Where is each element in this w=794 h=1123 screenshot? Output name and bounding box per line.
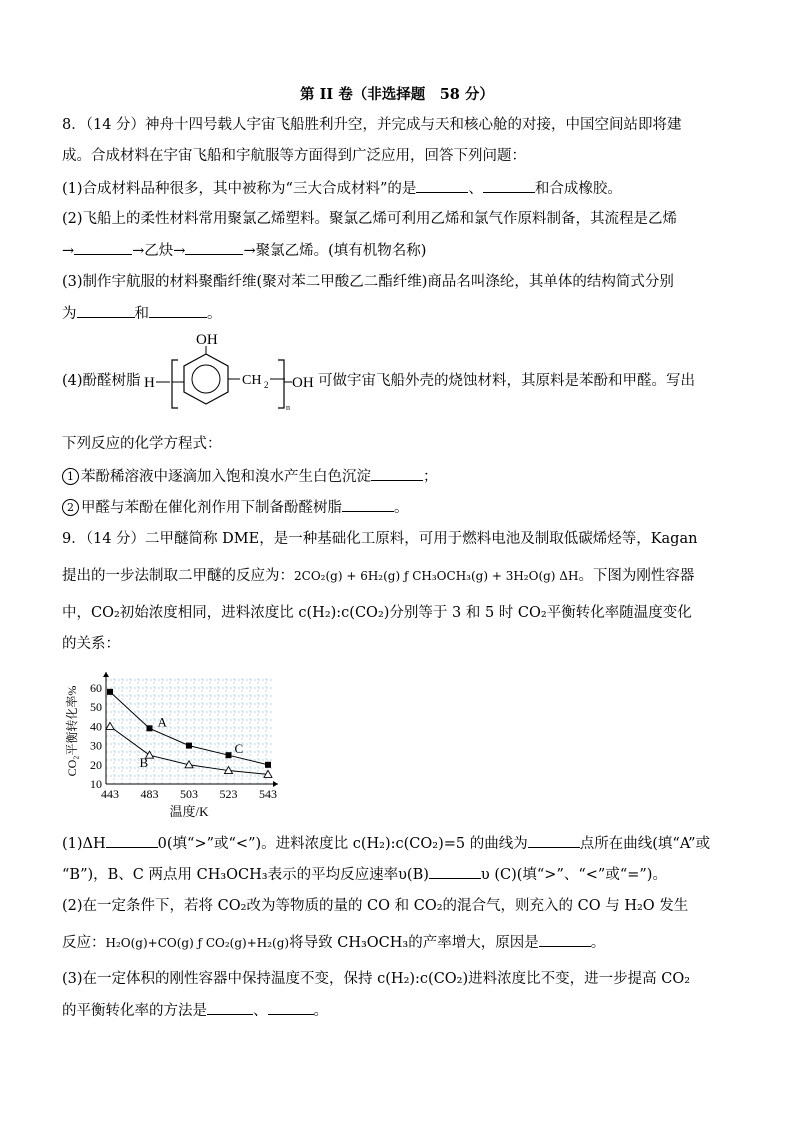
answer-blank[interactable]: [371, 466, 423, 481]
q8-sub1-text: 苯酚稀溶液中逐滴加入饱和溴水产生白色沉淀: [81, 469, 371, 485]
q8-part4-rest: 可做宇宙飞船外壳的烧蚀材料，其原料是苯酚和甲醛。写出: [318, 373, 695, 389]
data-point-square: [107, 689, 113, 695]
data-point-square: [147, 725, 153, 731]
x-tick-label: 523: [219, 787, 238, 801]
structure-ch2: CH: [242, 373, 262, 388]
q9-reaction-equation: 2CO₂(g) + 6H₂(g) ƒ CH₃OCH₃(g) + 3H₂O(g) ΔH: [294, 569, 579, 583]
x-tick-label: 443: [101, 787, 119, 801]
q8-sub2-text: 甲醛与苯酚在催化剂作用下制备酚醛树脂: [81, 500, 342, 516]
structure-h: H: [144, 375, 155, 391]
q8-p3-start: 为: [62, 306, 77, 322]
q9-intro-line3: 中，CO₂初始浓度相同，进料浓度比 c(H₂):c(CO₂)分别等于 3 和 5 时 CO₂平衡转化率随温度变化: [62, 605, 692, 621]
y-tick-label: 60: [90, 681, 102, 695]
y-tick-label: 40: [90, 719, 102, 734]
q9-intro2-a: 提出的一步法制取二甲醚的反应为：: [62, 568, 294, 584]
q8-p2-end: →聚氯乙烯。(填有机物名称): [243, 243, 427, 259]
q8-part3-line1: (3)制作宇航服的材料聚酯纤维(聚对苯二甲酸乙二酯纤维)商品名叫涤纶，其单体的结构简式分别: [62, 274, 674, 290]
q9-part2-line1: (2)在一定条件下，若将 CO₂改为等物质的量的 CO 和 CO₂的混合气，则充入的 CO 与 H₂O 发生: [62, 898, 689, 914]
answer-blank[interactable]: [207, 1000, 253, 1015]
left-bracket: [172, 360, 178, 408]
q8-p1-sep: 、: [468, 181, 483, 197]
conversion-chart: [60, 666, 290, 826]
q9-p2-c: 将导致 CH₃OCH₃的产率增大，原因是: [289, 935, 539, 951]
q8-p1-end: 和合成橡胶。: [534, 181, 622, 197]
benzene-ring: [184, 354, 228, 404]
data-point-triangle: [106, 722, 114, 729]
point-label: B: [139, 755, 149, 771]
answer-blank[interactable]: [429, 864, 481, 879]
circled-number-2: 2: [62, 499, 79, 516]
q9-intro2-b: 。下图为刚性容器: [578, 568, 695, 584]
data-point-square: [226, 752, 232, 758]
data-point-square: [265, 762, 271, 768]
answer-blank[interactable]: [77, 303, 135, 318]
q9-intro-line4: 的关系：: [62, 636, 120, 652]
q9-p3-c: 、: [253, 1003, 268, 1019]
structure-oh-top: OH: [196, 332, 218, 348]
q9-part2-line2: [62, 932, 605, 953]
phenol-resin-structure: [140, 330, 320, 412]
answer-blank[interactable]: [539, 932, 591, 947]
answer-blank[interactable]: [74, 240, 132, 255]
q8-part4-label: (4)酚醛树脂: [62, 373, 141, 389]
q9-p1-c: 点所在曲线(填“A”或: [579, 836, 711, 852]
chart-svg: [60, 666, 290, 826]
q8-part2-line2: [62, 240, 426, 261]
q9-intro-line2: [62, 566, 694, 586]
series-line: [110, 692, 268, 765]
q8-sub1: [62, 466, 438, 487]
circled-number-1: 1: [62, 468, 79, 485]
x-axis-label: 温度/K: [169, 804, 209, 819]
answer-blank[interactable]: [483, 178, 535, 193]
q8-part4-next: 下列反应的化学方程式：: [62, 436, 222, 452]
aromatic-circle: [192, 365, 220, 393]
q9-part3-line2: [62, 1000, 328, 1021]
answer-blank[interactable]: [268, 1000, 314, 1015]
q8-sub2: [62, 497, 409, 518]
arrow-text: →: [62, 243, 75, 259]
q9-p2-d: 。: [590, 935, 606, 951]
q8-p3-end: 。: [207, 306, 222, 322]
q8-sub1-end: ；: [423, 469, 438, 485]
x-tick-label: 543: [259, 787, 277, 801]
q9-p2-b: 反应：: [62, 935, 106, 951]
q9-p1-d: “B”)，B、C 两点用 CH₃OCH₃表示的平均反应速率υ(B): [62, 867, 429, 883]
y-tick-label: 50: [90, 700, 102, 715]
data-point-square: [186, 743, 192, 749]
q8-sub2-end: 。: [394, 500, 409, 516]
answer-blank[interactable]: [106, 833, 158, 848]
y-tick-label: 30: [90, 738, 102, 753]
q8-intro-line1: 8．（14 分）神舟十四号载人宇宙飞船胜利升空，并完成与天和核心舱的对接，中国空间站即将建: [62, 117, 682, 133]
structure-oh: OH: [292, 375, 314, 391]
q9-p3-b: 的平衡转化率的方法是: [62, 1003, 207, 1019]
q9-p1-e: υ (C)(填“>”、“<”或“=”)。: [480, 867, 667, 883]
x-tick-label: 503: [180, 787, 198, 801]
answer-blank[interactable]: [416, 178, 468, 193]
answer-blank[interactable]: [185, 240, 243, 255]
q8-p2-mid: →乙炔→: [132, 243, 186, 259]
q9-intro-line1: 9．（14 分）二甲醚简称 DME，是一种基础化工原料，可用于燃料电池及制取低碳烯烃等，Kagan: [62, 531, 698, 547]
x-tick-label: 483: [140, 787, 159, 801]
answer-blank[interactable]: [342, 497, 394, 512]
section-title: 第 II 卷（非选择题 58 分）: [300, 86, 494, 103]
right-bracket: [278, 360, 284, 408]
q9-p1-b: 0(填“>”或“<”)。进料浓度比 c(H₂):c(CO₂)=5 的曲线为: [157, 836, 528, 852]
q9-part1-line2: [62, 864, 667, 885]
q8-part3-line2: [62, 303, 222, 324]
y-axis-arrow: [103, 672, 109, 677]
q8-part2-line1: (2)飞船上的柔性材料常用聚氯乙烯塑料。聚氯乙烯可利用乙烯和氯气作原料制备，其流程是乙烯: [62, 211, 678, 227]
q9-part1-line1: [62, 833, 710, 854]
structure-ch2-sub: 2: [264, 380, 269, 390]
y-tick-label: 20: [90, 757, 102, 772]
answer-blank[interactable]: [149, 303, 207, 318]
q8-p1-text: (1)合成材料品种很多，其中被称为“三大合成材料”的是: [62, 181, 417, 197]
q9-p2-reaction: H₂O(g)+CO(g) ƒ CO₂(g)+H₂(g): [105, 936, 290, 950]
point-label: C: [234, 741, 244, 757]
structure-n: n: [286, 403, 290, 412]
q9-part3-line1: (3)在一定体积的刚性容器中保持温度不变，保持 c(H₂):c(CO₂)进料浓度比不变，进一步提高 CO₂: [62, 971, 691, 987]
y-axis-label: CO₂平衡转化率%: [65, 685, 79, 777]
q8-intro-line2: 成。合成材料在宇宙飞船和宇航服等方面得到广泛应用，回答下列问题：: [62, 148, 526, 164]
q8-part1: [62, 178, 622, 199]
y-tick-label: 10: [90, 777, 102, 791]
q9-p1-a: (1)ΔH: [62, 836, 106, 852]
answer-blank[interactable]: [528, 833, 580, 848]
point-label: A: [157, 714, 167, 730]
q9-p3-d: 。: [313, 1003, 328, 1019]
q8-p3-and: 和: [134, 306, 149, 322]
